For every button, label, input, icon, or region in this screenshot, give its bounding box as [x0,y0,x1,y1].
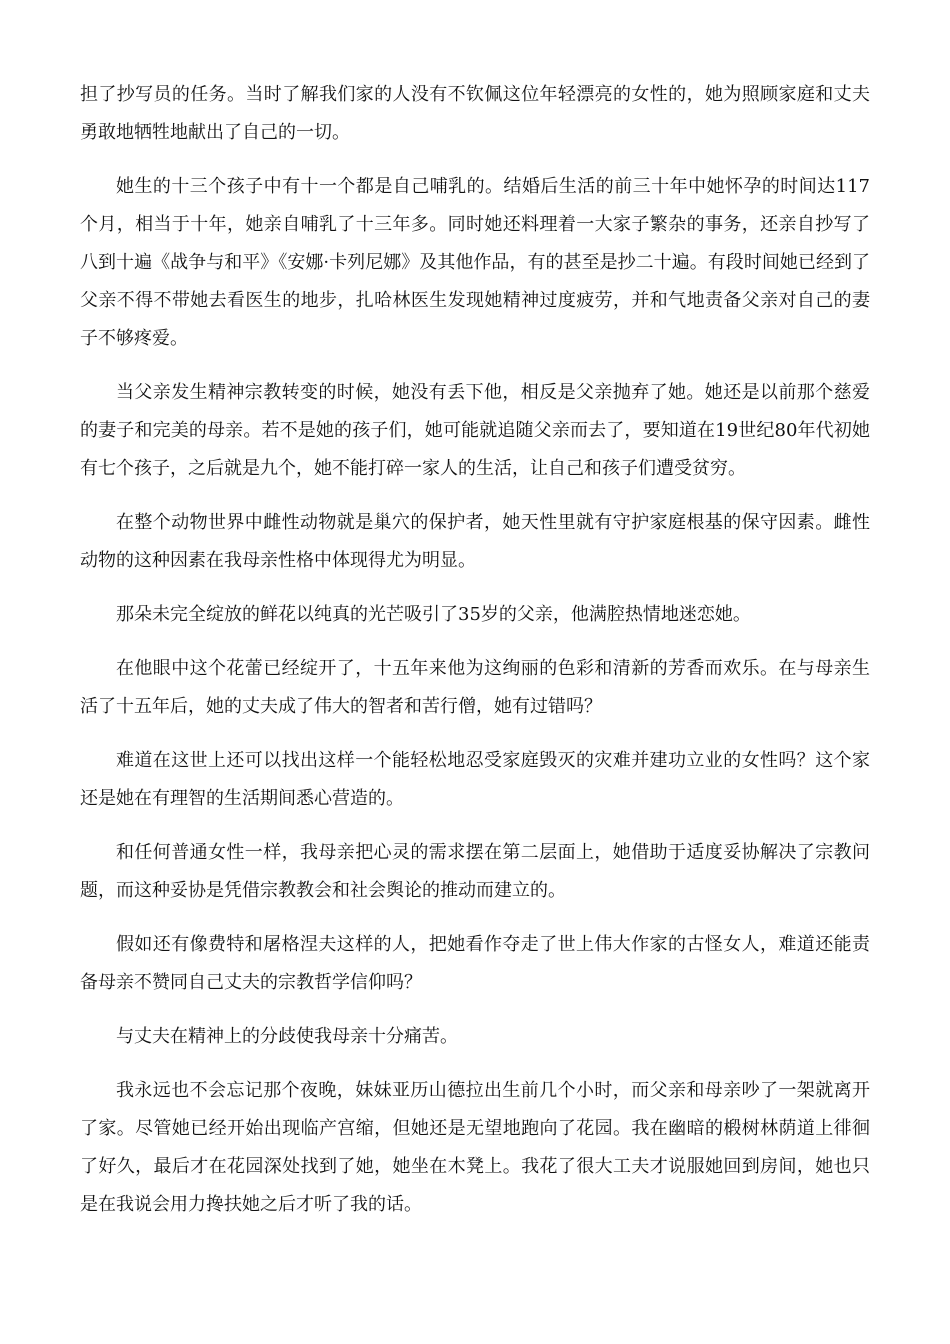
paragraph: 她生的十三个孩子中有十一个都是自己哺乳的。结婚后生活的前三十年中她怀孕的时间达117个月，相当于十年，她亲自哺乳了十三年多。同时她还料理着一大家子繁杂的事务，还亲自抄写了八到十遍《战争与和平》《安娜·卡列尼娜》及其他作品，有的甚至是抄二十遍。有段时间她已经到了父亲不得不带她去看医生的地步，扎哈林医生发现她精神过度疲劳，并和气地责备父亲对自己的妻子不够疼爱。 [80,176,870,349]
paragraph: 在整个动物世界中雌性动物就是巢穴的保护者，她天性里就有守护家庭根基的保守因素。雌性动物的这种因素在我母亲性格中体现得尤为明显。 [80,512,870,571]
paragraph: 难道在这世上还可以找出这样一个能轻松地忍受家庭毁灭的灾难并建功立业的女性吗？这个家还是她在有理智的生活期间悉心营造的。 [80,750,870,809]
paragraph: 我永远也不会忘记那个夜晚，妹妹亚历山德拉出生前几个小时，而父亲和母亲吵了一架就离开了家。尽管她已经开始出现临产宫缩，但她还是无望地跑向了花园。我在幽暗的椴树林荫道上徘徊了好久，最后才在花园深处找到了她，她坐在木凳上。我花了很大工夫才说服她回到房间，她也只是在我说会用力搀扶她之后才听了我的话。 [80,1080,870,1215]
paragraph: 假如还有像费特和屠格涅夫这样的人，把她看作夺走了世上伟大作家的古怪女人，难道还能责备母亲不赞同自己丈夫的宗教哲学信仰吗？ [80,934,870,993]
paragraph: 在他眼中这个花蕾已经绽开了，十五年来他为这绚丽的色彩和清新的芳香而欢乐。在与母亲生活了十五年后，她的丈夫成了伟大的智者和苦行僧，她有过错吗？ [80,658,870,717]
paragraph: 与丈夫在精神上的分歧使我母亲十分痛苦。 [116,1026,458,1047]
paragraph: 当父亲发生精神宗教转变的时候，她没有丢下他，相反是父亲抛弃了她。她还是以前那个慈爱的妻子和完美的母亲。若不是她的孩子们，她可能就追随父亲而去了，要知道在19世纪80年代初她有七个孩子，之后就是九个，她不能打碎一家人的生活，让自己和孩子们遭受贫穷。 [80,382,870,479]
paragraph-continuation: 担了抄写员的任务。当时了解我们家的人没有不钦佩这位年轻漂亮的女性的，她为照顾家庭和丈夫勇敢地牺牲地献出了自己的一切。 [80,84,870,143]
paragraph: 和任何普通女性一样，我母亲把心灵的需求摆在第二层面上，她借助于适度妥协解决了宗教问题，而这种妥协是凭借宗教教会和社会舆论的推动而建立的。 [80,842,870,901]
paragraph: 那朵未完全绽放的鲜花以纯真的光芒吸引了35岁的父亲，他满腔热情地迷恋她。 [116,604,751,625]
